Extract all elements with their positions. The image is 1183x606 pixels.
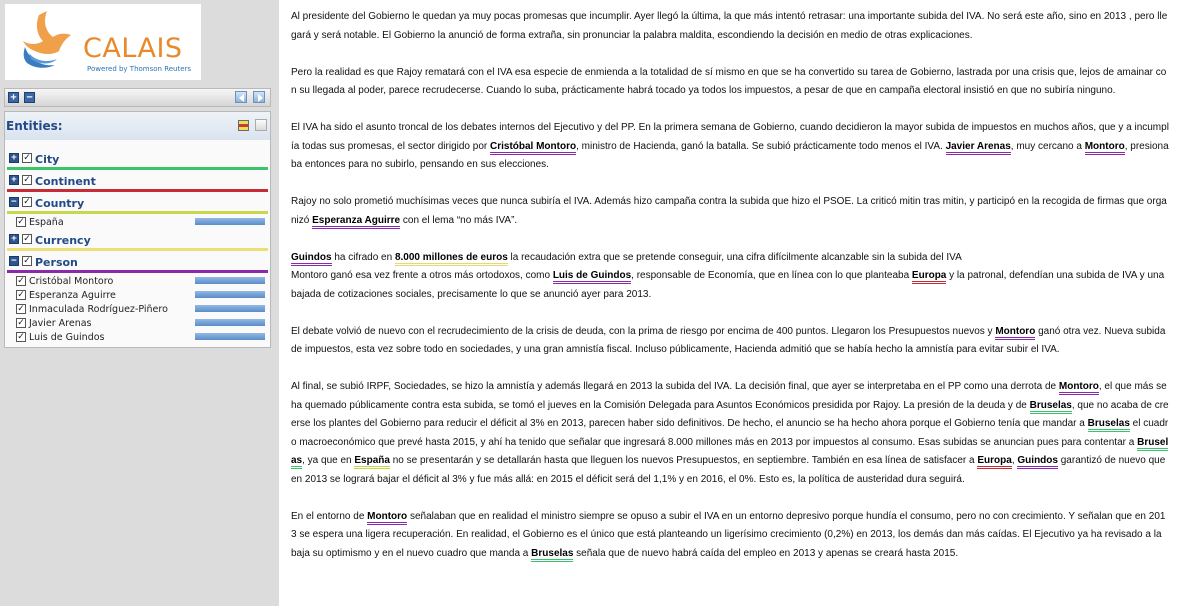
category-color-line [7,167,268,170]
country-checkbox[interactable]: ✓ [23,197,31,207]
category-color-line [7,270,268,273]
arrow-right-icon [256,94,264,102]
relevance-bar-track [195,218,265,225]
text-run: garantizó de nuevo que en 2013 se logrará bajar el déficit al 3% y fue más allá: en 2015 el déficit será del 1,1% y en 2016, el 0%. Esto es, la política de austeridad dura seguirá. [291,455,1166,485]
person-checkbox[interactable]: ✓ [23,256,31,266]
entity-item-cristobal-montoro[interactable] [5,275,270,289]
collapse-country-button[interactable]: − [9,197,19,207]
entity-label: España [29,217,64,228]
expand-continent-button[interactable]: + [9,175,19,185]
relevance-bar [195,277,265,284]
text-run: ganó otra vez. Nueva subida de impuestos, esta vez sobre todo en sociedades, y una gran amnistía fiscal. Incluso públicamente, Hacienda admitió que se había hecho la amnistía para evitar subir el IVA. [291,325,1166,355]
paragraph: Pero la realidad es que Rajoy rematará con el IVA esa especie de enmienda a la totalidad de sí mismo en que se ha convertido su tarea de Gobierno, lastrada por una crisis que, lejos de amainar con su llegada al poder, parece recrudecerse. Cuando lo suba, prácticamente habrá tocado ya todos los impuestos, a pesar de que en campaña electoral insistió en que no subiría ninguno. [291,66,1167,96]
text-run: En el entorno de [291,510,368,522]
relevance-bar-track [195,291,265,298]
relevance-bar-track [195,277,265,284]
entity-item-espana[interactable] [5,216,270,230]
text-run: Montoro ganó esa vez frente a otros más ortodoxos, como [291,270,553,281]
entities-panel [4,111,271,348]
currency-checkbox[interactable]: ✓ [23,234,31,244]
paragraph [291,267,1169,304]
category-country[interactable] [5,194,270,214]
entity-item-inmaculada-rodriguez-pinero[interactable] [5,303,270,317]
entity-item-luis-de-guindos[interactable] [5,331,270,345]
text-run: el cuadro macroeconómico que prevé hasta 2015, y ahí ha tenido que señalar que ingresará 8.000 millones más en 2013 por impuestos al consumo. Esas subidas se anuncian pues para contentar a [291,418,1169,448]
category-label: Person [35,256,78,269]
powered-by-text: Powered by Thomson Reuters [87,65,192,73]
entity-label: Esperanza Aguirre [29,290,116,301]
entity-link-person[interactable]: Javier Arenas [946,141,1011,155]
category-color-line [7,189,268,192]
entity-link-person[interactable]: Montoro [1059,381,1099,395]
entity-link-person[interactable]: Guindos [291,252,332,266]
text-run: y la patronal, defendían una subida de IVA y una bajada de cotizaciones sociales, precisamente lo que se anunció ayer para 2013. [291,270,1165,300]
entity-link-person[interactable]: Montoro [1085,141,1125,155]
collapse-all-button[interactable]: − [24,92,35,103]
category-continent[interactable] [5,172,270,192]
dove-icon [19,7,81,77]
entity-link-person[interactable]: Cristóbal Montoro [490,141,576,155]
text-run: con el lema “no más IVA”. [400,214,518,226]
text-run: , responsable de Economía, que en línea con lo que planteaba [631,270,912,281]
entity-link-city[interactable]: Bruselas [531,548,573,562]
entity-item-esperanza-aguirre[interactable] [5,289,270,303]
relevance-bar [195,218,265,225]
category-label: Country [35,197,85,210]
paragraph [291,323,1169,360]
relevance-bar [195,333,265,340]
paragraph [291,249,1169,268]
expand-all-button[interactable]: + [8,92,19,103]
paragraph [291,378,1169,489]
category-city[interactable] [5,150,270,170]
relevance-bar [195,291,265,298]
text-run: El IVA ha sido el asunto troncal de los debates internos del Ejecutivo y del PP. En la primera semana de Gobierno, cuando decidieron la mayor subida de impuestos en muchos años, que y a incumplía todas sus promesas, el sector dirigido por [291,122,1169,152]
text-run: la recaudación extra que se pretende conseguir, una cifra difícilmente alcanzable sin la subida del IVA [507,251,962,263]
entity-checkbox[interactable]: ✓ [17,304,25,314]
arrow-left-icon [238,94,246,102]
entity-link-country[interactable]: España [354,455,390,469]
text-run: señalaban que en realidad el ministro siempre se opuso a subir el IVA en un entorno depresivo porque hundía el consumo, pero no con crecimiento. Y señalan que en 2013 se espera una ligera recuperación. En realidad, el Gobierno es el único que está planteando un ligerísimo crecimiento (0,2%) en 2013, los demás dan más caídas. El Ejecutivo ya ha revisado a la baja su optimismo y en el nuevo cuadro que manda a [291,510,1166,559]
entity-link-person[interactable]: Guindos [1017,455,1058,469]
panel-options-button[interactable] [255,119,267,131]
entity-item-javier-arenas[interactable] [5,317,270,331]
entity-label: Inmaculada Rodríguez-Piñero [29,304,168,315]
entity-label: Luis de Guindos [29,332,105,343]
relevance-bar [195,319,265,326]
city-checkbox[interactable]: ✓ [23,153,31,163]
paragraph: Al presidente del Gobierno le quedan ya muy pocas promesas que incumplir. Ayer llegó la última, la que más intentó retrasar: una importante subida del IVA. No será este año, sino en 2013 , pero llegará y será notable. El Gobierno la anunció de forma extraña, sin pronunciar la palabra maldita, escondiendo la decisión en medio de otras explicaciones. [291,11,1168,41]
text-run: Rajoy no solo prometió muchísimas veces que nunca subiría el IVA. Además hizo campaña contra la subida que hizo el PSOE. La criticó mitin tras mitin, y participó en la recogida de firmas que organizó [291,196,1167,226]
collapse-person-button[interactable]: − [9,256,19,266]
text-run: Al final, se subió IRPF, Sociedades, se hizo la amnistía y además llegará en 2013 la subida del IVA. La decisión final, que ayer se interpretaba en el PP como una derrota de [291,381,1059,392]
category-label: City [35,153,60,166]
entities-title: Entities: [6,119,63,133]
entity-checkbox[interactable]: ✓ [17,318,25,328]
relevance-bar-track [195,333,265,340]
relevance-bar [195,305,265,312]
entity-checkbox[interactable]: ✓ [17,332,25,342]
entity-checkbox[interactable]: ✓ [17,290,25,300]
text-run: , ya que en [302,455,355,466]
text-run: , el que más se ha quemado públicamente contra esta subida, se tomó el jueves en la Comisión Delegada para Asuntos Económicos presidida por Rajoy. La presión de la deuda y de [291,381,1167,411]
text-run: , [1011,455,1018,466]
paragraph [291,119,1169,175]
category-color-line [7,211,268,214]
entity-link-person[interactable]: Montoro [995,326,1035,340]
expand-city-button[interactable]: + [9,153,19,163]
category-color-line [7,248,268,251]
entity-link-continent[interactable]: Europa [912,270,946,284]
entity-sidebar [0,0,276,606]
next-button[interactable] [253,91,265,103]
text-run: ha cifrado en [331,251,395,263]
relevance-bar-track [195,319,265,326]
calais-logo [5,4,201,80]
text-run: , muy cercano a [1010,140,1085,152]
entity-link-city[interactable]: Bruselas [291,437,1168,470]
sidebar-toolbar [4,88,271,107]
text-run: , presionaba entonces para no subirlo, pensando en sus elecciones. [291,140,1169,170]
category-currency[interactable] [5,231,270,251]
entity-checkbox[interactable]: ✓ [17,217,25,227]
category-label: Continent [35,175,96,188]
category-label: Currency [35,234,91,247]
highlight-toggle-icon[interactable] [238,120,249,131]
previous-button[interactable] [235,91,247,103]
entities-header [5,112,270,140]
text-run: , ministro de Hacienda, ganó la batalla. Se subió prácticamente todo menos el IVA. [576,140,946,152]
entity-link-city[interactable]: Bruselas [1088,418,1130,432]
text-run: El debate volvió de nuevo con el recrudecimiento de la crisis de deuda, con la prima de riesgo por encima de 400 puntos. Llegaron los Presupuestos nuevos y [291,325,996,337]
entity-checkbox[interactable]: ✓ [17,276,25,286]
entity-link-person[interactable]: Esperanza Aguirre [312,215,400,229]
text-run: no se presentarán y se detallarán hasta que lleguen los nuevos Presupuestos, en septiembre. También en esa línea de satisfacer a [389,455,978,466]
text-run: señala que de nuevo habrá caída del empleo en 2013 y apenas se creará hasta 2015. [573,547,959,559]
entity-link-continent[interactable]: Europa [977,455,1011,469]
relevance-bar-track [195,305,265,312]
entity-label: Javier Arenas [29,318,92,329]
entity-link-currency[interactable]: 8.000 millones de euros [395,252,508,266]
text-run: , que no acaba de creerse los plantes del Gobierno para reducir el déficit al 3% en 2013, parecen haber sido definitivos. De hecho, el anuncio se ha hecho ahora porque el Gobierno tenía que mandar a [291,399,1169,429]
entity-label: Cristóbal Montoro [29,276,114,287]
brand-name: CALAIS [83,33,183,64]
entity-link-city[interactable]: Bruselas [1030,400,1072,414]
category-person[interactable] [5,253,270,273]
continent-checkbox[interactable]: ✓ [23,175,31,185]
article-body [279,0,1183,606]
entity-link-person[interactable]: Luis de Guindos [553,270,631,284]
entity-link-person[interactable]: Montoro [367,511,407,525]
expand-currency-button[interactable]: + [9,234,19,244]
paragraph [291,193,1169,230]
paragraph [291,508,1169,564]
